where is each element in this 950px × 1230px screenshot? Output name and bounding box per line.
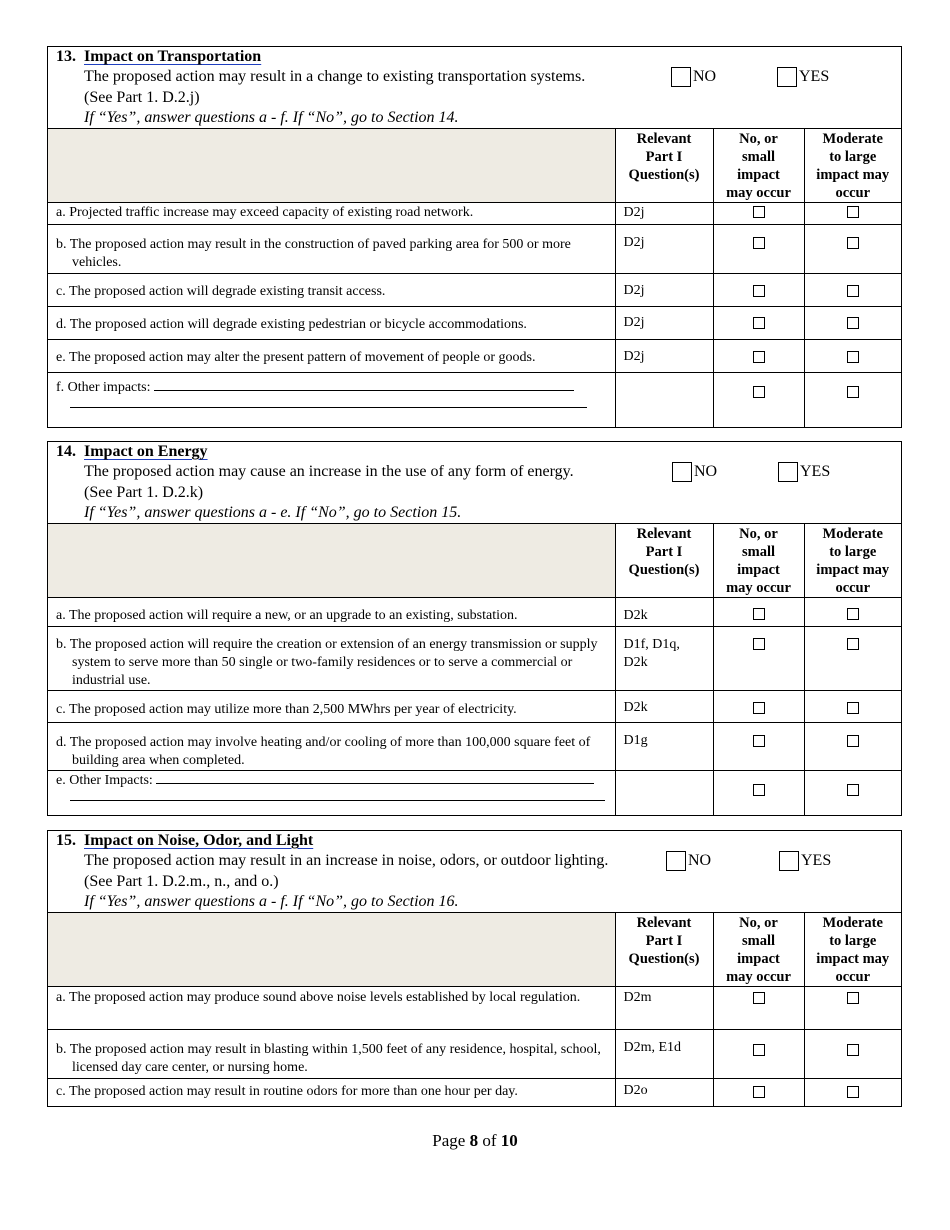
section-instruction: If “Yes”, answer questions a - e. If “No”, go to Section 15. (84, 504, 462, 521)
moderate-impact-cell (804, 1030, 901, 1079)
header-relevant: Relevant Part I Question(s) (615, 524, 713, 598)
moderate-impact-checkbox[interactable] (847, 992, 859, 1004)
table-row (48, 771, 901, 815)
row-reference: D2j (615, 307, 713, 340)
section-title-text: Impact on Noise, Odor, and Light (84, 832, 314, 849)
moderate-impact-cell (804, 598, 901, 627)
moderate-impact-checkbox[interactable] (847, 351, 859, 363)
table-row (48, 627, 901, 691)
no-checkbox[interactable] (671, 67, 691, 87)
row-question: a. The proposed action may produce sound above noise levels established by local regulation. (48, 987, 615, 1030)
moderate-impact-cell (804, 771, 901, 815)
moderate-impact-checkbox[interactable] (847, 386, 859, 398)
row-question: e. The proposed action may alter the present pattern of movement of people or goods. (48, 340, 615, 373)
no-checkbox[interactable] (666, 851, 686, 871)
row-question: a. Projected traffic increase may exceed capacity of existing road network. (48, 203, 615, 225)
moderate-impact-checkbox[interactable] (847, 702, 859, 714)
section-number: 14. (56, 443, 76, 460)
no-option (672, 462, 717, 482)
small-impact-cell (713, 691, 804, 723)
section-statement: The proposed action may cause an increase in the use of any form of energy. (84, 463, 574, 480)
no-label: NO (693, 68, 717, 85)
moderate-impact-checkbox[interactable] (847, 285, 859, 297)
moderate-impact-cell (804, 340, 901, 373)
small-impact-cell (713, 1030, 804, 1079)
section-title (56, 832, 313, 850)
table-row (48, 1079, 901, 1106)
yes-checkbox[interactable] (778, 462, 798, 482)
row-question: d. The proposed action may involve heating and/or cooling of more than 100,000 square feet of building area when completed. (48, 723, 615, 771)
row-question: b. The proposed action will require the creation or extension of an energy transmission or supply system to serve more than 50 single or two-family residences or to serve a commercial or industrial use. (48, 627, 615, 691)
moderate-impact-cell (804, 274, 901, 307)
table-row (48, 987, 901, 1030)
small-impact-cell (713, 307, 804, 340)
section-see-reference: (See Part 1. D.2.m., n., and o.) (84, 873, 279, 890)
row-question: c. The proposed action may utilize more than 2,500 MWhrs per year of electricity. (48, 691, 615, 723)
no-option (671, 67, 716, 87)
small-impact-checkbox[interactable] (753, 317, 765, 329)
small-impact-cell (713, 203, 804, 225)
no-label: NO (688, 852, 712, 869)
moderate-impact-checkbox[interactable] (847, 1086, 859, 1098)
header-relevant: Relevant Part I Question(s) (615, 129, 713, 203)
table-row (48, 307, 901, 340)
table-header-row (48, 913, 901, 987)
moderate-impact-cell (804, 225, 901, 274)
section-title (56, 48, 261, 66)
table-row (48, 203, 901, 225)
yes-checkbox[interactable] (779, 851, 799, 871)
section-instruction: If “Yes”, answer questions a - f. If “No”, go to Section 16. (84, 893, 459, 910)
other-impacts-label: f. Other impacts: (56, 380, 151, 395)
moderate-impact-cell (804, 987, 901, 1030)
other-impacts-input-line2[interactable] (70, 790, 605, 801)
moderate-impact-checkbox[interactable] (847, 735, 859, 747)
section-14 (47, 441, 902, 816)
small-impact-checkbox[interactable] (753, 237, 765, 249)
section-title-text: Impact on Transportation (84, 48, 262, 65)
small-impact-checkbox[interactable] (753, 1086, 765, 1098)
small-impact-checkbox[interactable] (753, 285, 765, 297)
table-row (48, 225, 901, 274)
header-blank-cell (48, 129, 615, 203)
yes-label: YES (799, 68, 830, 85)
section-statement: The proposed action may result in a change to existing transportation systems. (84, 68, 586, 85)
header-small-impact: No, or small impact may occur (713, 524, 804, 598)
moderate-impact-checkbox[interactable] (847, 608, 859, 620)
small-impact-checkbox[interactable] (753, 351, 765, 363)
yes-option (778, 462, 830, 482)
table-row (48, 274, 901, 307)
small-impact-cell (713, 771, 804, 815)
row-question (48, 771, 615, 815)
moderate-impact-checkbox[interactable] (847, 237, 859, 249)
impact-table (48, 523, 901, 815)
row-question: b. The proposed action may result in blasting within 1,500 feet of any residence, hospital, school, licensed day care center, or nursing home. (48, 1030, 615, 1079)
yes-option (779, 851, 831, 871)
row-question (48, 373, 615, 427)
moderate-impact-cell (804, 691, 901, 723)
page-number-prefix: Page (432, 1131, 470, 1150)
section-statement: The proposed action may result in an increase in noise, odors, or outdoor lighting. (84, 852, 609, 869)
section-14-header (48, 442, 901, 523)
small-impact-cell (713, 340, 804, 373)
section-15-header (48, 831, 901, 912)
small-impact-cell (713, 987, 804, 1030)
other-impacts-label: e. Other Impacts: (56, 773, 153, 788)
no-checkbox[interactable] (672, 462, 692, 482)
section-15 (47, 830, 902, 1107)
moderate-impact-cell (804, 203, 901, 225)
small-impact-checkbox[interactable] (753, 1044, 765, 1056)
section-13 (47, 46, 902, 428)
small-impact-checkbox[interactable] (753, 386, 765, 398)
table-row (48, 691, 901, 723)
header-moderate-impact: Moderate to large impact may occur (804, 913, 901, 987)
small-impact-checkbox[interactable] (753, 608, 765, 620)
moderate-impact-checkbox[interactable] (847, 638, 859, 650)
row-question: c. The proposed action will degrade existing transit access. (48, 274, 615, 307)
moderate-impact-cell (804, 307, 901, 340)
header-relevant: Relevant Part I Question(s) (615, 913, 713, 987)
header-small-impact: No, or small impact may occur (713, 913, 804, 987)
moderate-impact-cell (804, 1079, 901, 1106)
impact-table (48, 912, 901, 1106)
row-reference: D2j (615, 340, 713, 373)
header-moderate-impact: Moderate to large impact may occur (804, 129, 901, 203)
section-number: 13. (56, 48, 76, 65)
moderate-impact-checkbox[interactable] (847, 784, 859, 796)
other-impacts-input[interactable] (154, 378, 574, 391)
row-reference: D2j (615, 274, 713, 307)
small-impact-cell (713, 723, 804, 771)
table-row (48, 598, 901, 627)
section-number: 15. (56, 832, 76, 849)
table-row (48, 723, 901, 771)
yes-label: YES (801, 852, 832, 869)
page-number-of: of (478, 1131, 501, 1150)
small-impact-checkbox[interactable] (753, 735, 765, 747)
row-reference: D2k (615, 691, 713, 723)
table-header-row (48, 524, 901, 598)
header-moderate-impact: Moderate to large impact may occur (804, 524, 901, 598)
no-option (666, 851, 711, 871)
moderate-impact-cell (804, 723, 901, 771)
table-header-row (48, 129, 901, 203)
small-impact-cell (713, 373, 804, 427)
small-impact-cell (713, 274, 804, 307)
moderate-impact-cell (804, 627, 901, 691)
other-impacts-input[interactable] (156, 771, 594, 784)
small-impact-checkbox[interactable] (753, 702, 765, 714)
small-impact-cell (713, 598, 804, 627)
table-row (48, 373, 901, 427)
section-see-reference: (See Part 1. D.2.j) (84, 89, 200, 106)
row-question: a. The proposed action will require a new, or an upgrade to an existing, substation. (48, 598, 615, 627)
impact-table (48, 128, 901, 427)
small-impact-checkbox[interactable] (753, 992, 765, 1004)
yes-checkbox[interactable] (777, 67, 797, 87)
row-reference: D2o (615, 1079, 713, 1106)
row-reference: D2m (615, 987, 713, 1030)
row-question: b. The proposed action may result in the construction of paved parking area for 500 or more vehicles. (48, 225, 615, 274)
section-13-header (48, 47, 901, 128)
small-impact-checkbox[interactable] (753, 784, 765, 796)
yes-option (777, 67, 829, 87)
moderate-impact-checkbox[interactable] (847, 1044, 859, 1056)
row-question: c. The proposed action may result in routine odors for more than one hour per day. (48, 1079, 615, 1106)
moderate-impact-checkbox[interactable] (847, 206, 859, 218)
section-see-reference: (See Part 1. D.2.k) (84, 484, 204, 501)
row-reference: D2k (615, 598, 713, 627)
row-reference: D1g (615, 723, 713, 771)
moderate-impact-checkbox[interactable] (847, 317, 859, 329)
small-impact-checkbox[interactable] (753, 206, 765, 218)
section-title (56, 443, 208, 461)
moderate-impact-cell (804, 373, 901, 427)
row-reference: D2j (615, 225, 713, 274)
row-question: d. The proposed action will degrade existing pedestrian or bicycle accommodations. (48, 307, 615, 340)
section-title-text: Impact on Energy (84, 443, 208, 460)
header-small-impact: No, or small impact may occur (713, 129, 804, 203)
table-row (48, 1030, 901, 1079)
header-blank-cell (48, 524, 615, 598)
row-reference (615, 771, 713, 815)
no-label: NO (694, 463, 718, 480)
row-reference (615, 373, 713, 427)
small-impact-cell (713, 627, 804, 691)
row-reference: D2m, E1d (615, 1030, 713, 1079)
small-impact-cell (713, 1079, 804, 1106)
yes-label: YES (800, 463, 831, 480)
other-impacts-input-line2[interactable] (70, 397, 587, 408)
small-impact-checkbox[interactable] (753, 638, 765, 650)
page-number-total: 10 (500, 1131, 518, 1150)
small-impact-cell (713, 225, 804, 274)
page-number (0, 1131, 950, 1151)
table-row (48, 340, 901, 373)
section-instruction: If “Yes”, answer questions a - f. If “No”, go to Section 14. (84, 109, 459, 126)
header-blank-cell (48, 913, 615, 987)
row-reference: D2j (615, 203, 713, 225)
row-reference: D1f, D1q, D2k (615, 627, 713, 691)
page-number-current: 8 (469, 1131, 479, 1150)
